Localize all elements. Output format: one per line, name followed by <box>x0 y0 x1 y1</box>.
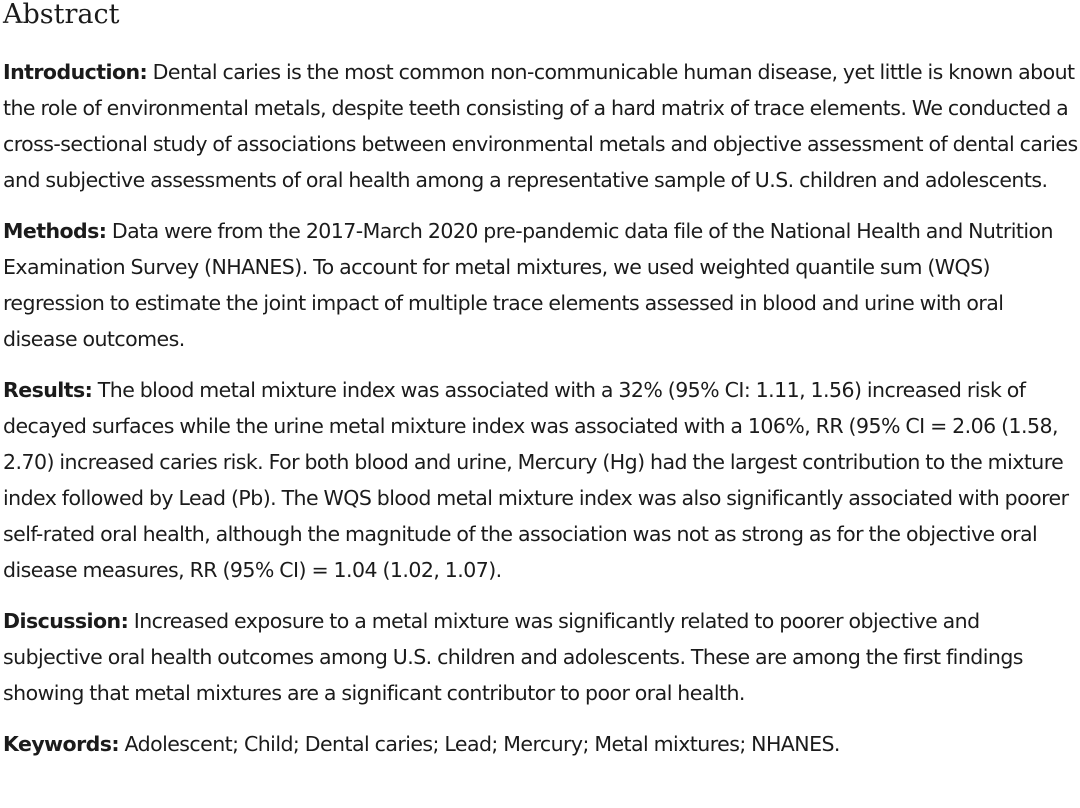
discussion-paragraph <box>3 603 1078 711</box>
results-text: The blood metal mixture index was associated with a 32% (95% CI: 1.11, 1.56) increased risk of decayed surfaces while the urine metal mixture index was associated with a 106%, RR (95% CI = 2.06 (1.58, 2.70) increased caries risk. For both blood and urine, Mercury (Hg) had the largest contribution to the mixture index followed by Lead (Pb). The WQS blood metal mixture index was also significantly associated with poorer self-rated oral health, although the magnitude of the association was not as strong as for the objective oral disease measures, RR (95% CI) = 1.04 (1.02, 1.07). <box>3 378 1069 582</box>
abstract-heading: Abstract <box>3 0 120 30</box>
keywords-text: Adolescent; Child; Dental caries; Lead; Mercury; Metal mixtures; NHANES. <box>119 732 840 756</box>
discussion-text: Increased exposure to a metal mixture was significantly related to poorer objective and subjective oral health outcomes among U.S. children and adolescents. These are among the first findings showing that metal mixtures are a significant contributor to poor oral health. <box>3 609 1023 705</box>
methods-text: Data were from the 2017-March 2020 pre-pandemic data file of the National Health and Nutrition Examination Survey (NHANES). To account for metal mixtures, we used weighted quantile sum (WQS) regression to estimate the joint impact of multiple trace elements assessed in blood and urine with oral disease outcomes. <box>3 219 1053 351</box>
keywords-paragraph <box>3 726 1078 762</box>
methods-label: Methods: <box>3 219 107 243</box>
methods-paragraph <box>3 213 1078 357</box>
keywords-label: Keywords: <box>3 732 120 756</box>
abstract-section <box>3 0 1078 777</box>
results-paragraph <box>3 372 1078 588</box>
introduction-label: Introduction: <box>3 60 148 84</box>
introduction-text: Dental caries is the most common non-communicable human disease, yet little is known about the role of environmental metals, despite teeth consisting of a hard matrix of trace elements. We conducted a cross-sectional study of associations between environmental metals and objective assessment of dental caries and subjective assessments of oral health among a representative sample of U.S. children and adolescents. <box>3 60 1078 192</box>
discussion-label: Discussion: <box>3 609 129 633</box>
results-label: Results: <box>3 378 93 402</box>
introduction-paragraph <box>3 54 1078 198</box>
